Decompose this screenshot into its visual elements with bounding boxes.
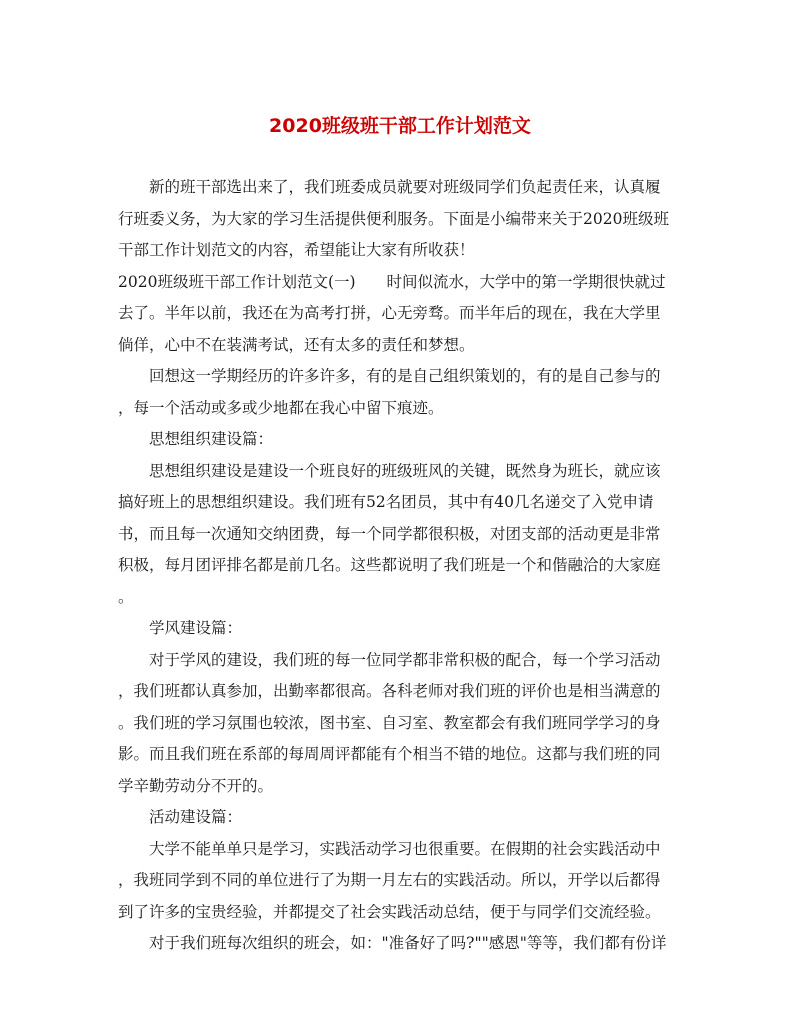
paragraph-line: 积极，每月团评排名都是前几名。这些都说明了我们班是一个和偕融洽的大家庭 <box>118 556 661 574</box>
document-body <box>118 172 684 960</box>
paragraph-line: 干部工作计划范文的内容，希望能让大家有所收获！ <box>118 241 475 259</box>
paragraph-line: 。我们班的学习氛围也较浓，图书室、自习室、教室都会有我们班同学学习的身 <box>118 713 661 732</box>
paragraph-line: 行班委义务，为大家的学习生活提供便利服务。下面是小编带来关于2020班级班 <box>118 209 669 228</box>
paragraph-line: 大学不能单单只是学习，实践活动学习也很重要。在假期的社会实践活动中 <box>149 839 661 858</box>
section-heading: 活动建设篇： <box>149 808 243 826</box>
document-title: 2020班级班干部工作计划范文 <box>269 115 531 137</box>
paragraph-line: 。 <box>118 587 134 606</box>
paragraph-line: 倘佯，心中不在装满考试，还有太多的责任和梦想。 <box>118 335 475 354</box>
paragraph-line: 回想这一学期经历的许多许多，有的是自己组织策划的，有的是自己参与的 <box>149 367 661 385</box>
paragraph-line: 对于学风的建设，我们班的每一位同学都非常积极的配合，每一个学习活动 <box>149 650 661 669</box>
paragraph-line: 影。而且我们班在系部的每周周评都能有个相当不错的地位。这都与我们班的同 <box>118 745 661 763</box>
paragraph-line: 到了许多的宝贵经验，并都提交了社会实践活动总结，便于与同学们交流经验。 <box>118 902 661 921</box>
paragraph-line: 思想组织建设是建设一个班良好的班级班风的关键，既然身为班长，就应该 <box>149 461 661 480</box>
paragraph-line: 搞好班上的思想组织建设。我们班有52名团员，其中有40几名递交了入党申请 <box>118 493 654 511</box>
paragraph-line: 学辛勤劳动分不开的。 <box>118 776 274 795</box>
paragraph-line: ，我们班都认真参加，出勤率都很高。各科老师对我们班的评价也是相当满意的 <box>118 682 661 700</box>
section-heading: 思想组织建设篇： <box>149 430 274 448</box>
paragraph-line: 对于我们班每次组织的班会，如："准备好了吗?""感恩"等等，我们都有份详 <box>149 934 667 952</box>
paragraph-line: 2020班级班干部工作计划范文(一) 时间似流水，大学中的第一学期很快就过 <box>118 272 666 291</box>
paragraph-line: ，每一个活动或多或少地都在我心中留下痕迹。 <box>118 398 444 417</box>
paragraph-line: 书，而且每一次通知交纳团费，每一个同学都很积极，对团支部的活动更是非常 <box>118 524 661 543</box>
paragraph-line: ，我班同学到不同的单位进行了为期一月左右的实践活动。所以，开学以后都得 <box>118 871 661 889</box>
paragraph-line: 去了。半年以前，我还在为高考打拼，心无旁骛。而半年后的现在，我在大学里 <box>118 304 661 322</box>
section-heading: 学风建设篇： <box>149 619 243 637</box>
paragraph-line: 新的班干部选出来了，我们班委成员就要对班级同学们负起责任来，认真履 <box>149 178 661 196</box>
